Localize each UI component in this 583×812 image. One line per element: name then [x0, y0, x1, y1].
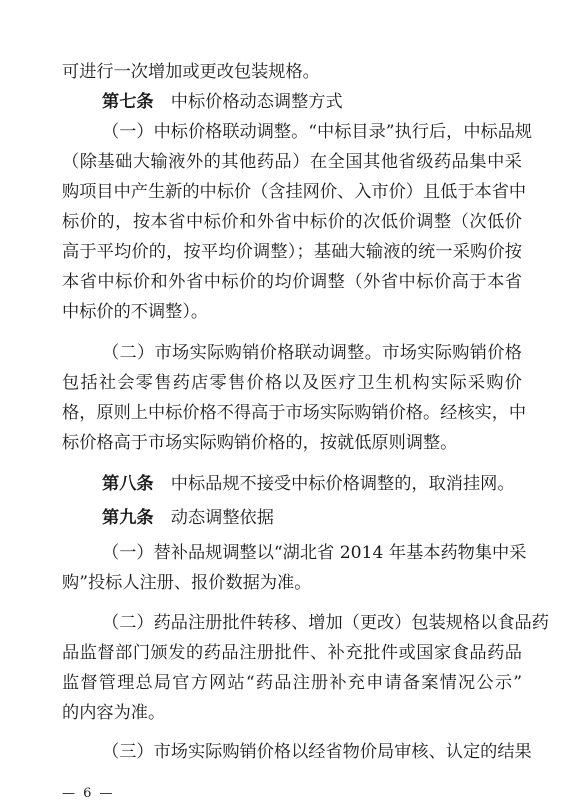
paragraph-line: 包括社会零售药店零售价格以及医疗卫生机构实际采购价	[62, 373, 522, 393]
article-number: 第九条	[102, 508, 154, 528]
paragraph-line: 的内容为准。	[62, 703, 166, 723]
article-title: 中标价格动态调整方式	[170, 92, 343, 112]
article-heading-line	[102, 92, 522, 112]
paragraph-line: 购项目中产生新的中标价（含挂网价、入市价）且低于本省中	[62, 182, 527, 202]
article-heading-line	[102, 508, 522, 528]
paragraph-line: （一）中标价格联动调整。“中标目录”执行后，中标品规	[102, 122, 533, 142]
paragraph-line: 标价的，按本省中标价和外省中标价的次低价调整（次低价	[62, 212, 522, 232]
paragraph-line: （一）替补品规调整以“湖北省 2014 年基本药物集中采	[102, 543, 527, 563]
paragraph-line: 标价格高于市场实际购销价格的，按就低原则调整。	[62, 433, 458, 453]
paragraph-line: 可进行一次增加或更改包装规格。	[62, 62, 320, 82]
paragraph-line: （三）市场实际购销价格以经省物价局审核、认定的结果	[102, 742, 532, 762]
article-number: 第七条	[102, 92, 154, 112]
paragraph-line: （二）市场实际购销价格联动调整。市场实际购销价格	[102, 343, 522, 363]
page-number: — 6 —	[62, 786, 115, 801]
paragraph-line: （除基础大输液外的其他药品）在全国其他省级药品集中采	[62, 152, 522, 172]
paragraph-line: （二）药品注册批件转移、增加（更改）包装规格以食品药	[102, 613, 549, 633]
article-number: 第八条	[102, 474, 154, 494]
paragraph-line: 中标价的不调整）。	[62, 302, 209, 322]
paragraph-line: 品监督部门颁发的药品注册批件、补充批件或国家食品药品	[62, 643, 522, 663]
article-heading-line	[102, 474, 522, 494]
paragraph-line: 监督管理总局官方网站“药品注册补充申请备案情况公示”	[62, 673, 522, 693]
paragraph-line: 本省中标价和外省中标价的均价调整（外省中标价高于本省	[62, 272, 522, 292]
paragraph-line: 格，原则上中标价格不得高于市场实际购销价格。经核实，中	[62, 403, 527, 423]
paragraph-line: 购”投标人注册、报价数据为准。	[62, 573, 312, 593]
paragraph-line: 高于平均价的，按平均价调整）；基础大输液的统一采购价按	[62, 242, 522, 262]
article-title: 动态调整依据	[170, 508, 274, 528]
article-title: 中标品规不接受中标价格调整的，取消挂网。	[170, 474, 515, 494]
